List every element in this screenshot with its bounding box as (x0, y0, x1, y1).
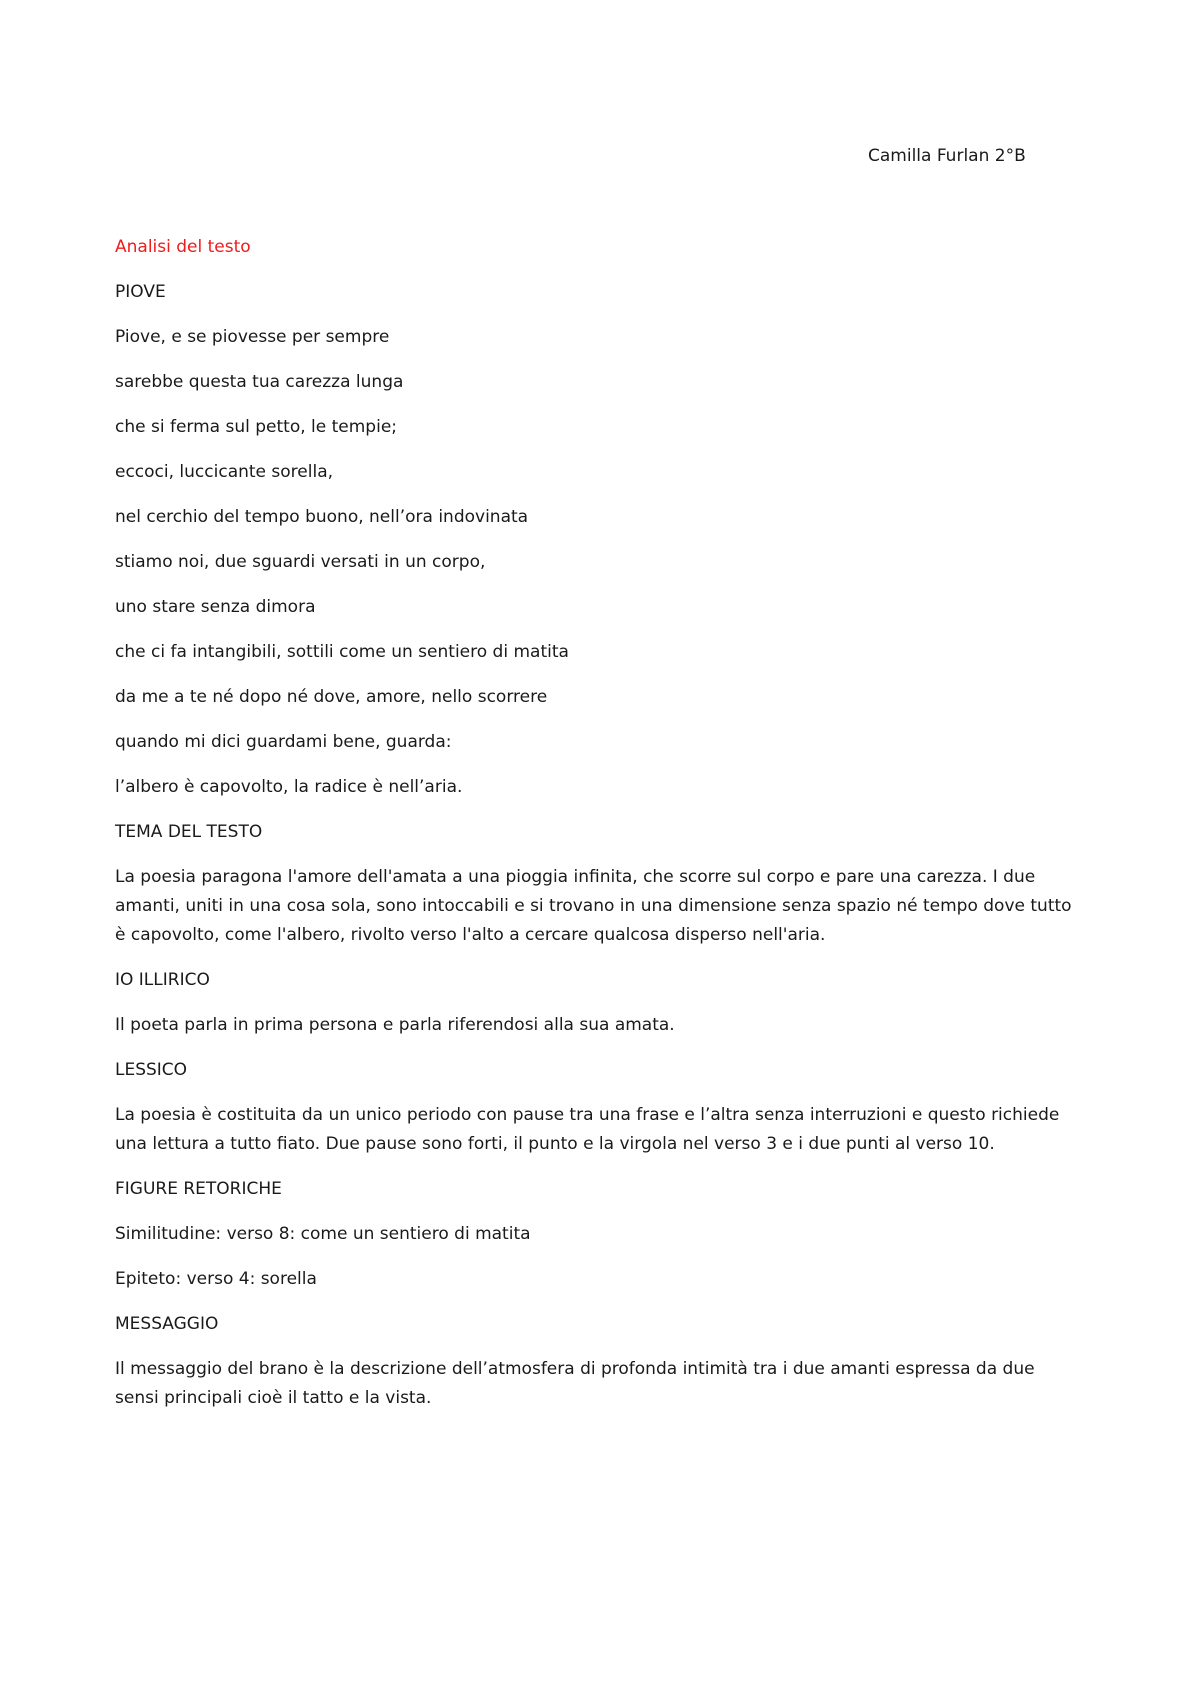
section-heading-figure: FIGURE RETORICHE (115, 1179, 282, 1199)
section-heading-io-lirico: IO ILLIRICO (115, 970, 210, 990)
section-heading-messaggio: MESSAGGIO (115, 1314, 219, 1334)
poem-lines (115, 323, 1080, 802)
poem-line: uno stare senza dimora (115, 597, 316, 617)
section-text-lessico: La poesia è costituita da un unico periodo con pause tra una frase e l’altra senza interruzioni e questo richiede una lettura a tutto fiato. Due pause sono forti, il punto e la virgola nel verso 3 e i due punti al verso 10. (115, 1105, 1060, 1154)
document-body (115, 233, 1080, 1429)
poem-line: Piove, e se piovesse per sempre (115, 327, 390, 347)
author-name: Camilla Furlan 2°B (868, 146, 1026, 166)
figure-epiteto: Epiteto: verso 4: sorella (115, 1269, 317, 1289)
poem-line: che si ferma sul petto, le tempie; (115, 417, 398, 437)
poem-line: stiamo noi, due sguardi versati in un corpo, (115, 552, 486, 572)
poem-line: eccoci, luccicante sorella, (115, 462, 334, 482)
figure-similitudine: Similitudine: verso 8: come un sentiero di matita (115, 1224, 531, 1244)
section-text-messaggio: Il messaggio del brano è la descrizione dell’atmosfera di profonda intimità tra i due amanti espressa da due sensi principali cioè il tatto e la vista. (115, 1359, 1035, 1408)
poem-line: quando mi dici guardami bene, guarda: (115, 732, 452, 752)
section-heading-tema: TEMA DEL TESTO (115, 822, 263, 842)
poem-line: l’albero è capovolto, la radice è nell’aria. (115, 777, 463, 797)
poem-line: sarebbe questa tua carezza lunga (115, 372, 404, 392)
poem-line: da me a te né dopo né dove, amore, nello scorrere (115, 687, 548, 707)
poem-line: che ci fa intangibili, sottili come un sentiero di matita (115, 642, 569, 662)
section-text-tema: La poesia paragona l'amore dell'amata a una pioggia infinita, che scorre sul corpo e pare una carezza. I due amanti, uniti in una cosa sola, sono intoccabili e si trovano in una dimensione senza spazio né tempo dove tutto è capovolto, come l'albero, rivolto verso l'alto a cercare qualcosa disperso nell'aria. (115, 867, 1072, 945)
section-text-io-lirico: Il poeta parla in prima persona e parla riferendosi alla sua amata. (115, 1015, 675, 1035)
section-heading-lessico: LESSICO (115, 1060, 188, 1080)
poem-line: nel cerchio del tempo buono, nell’ora indovinata (115, 507, 529, 527)
document-title: Analisi del testo (115, 237, 251, 257)
poem-heading: PIOVE (115, 282, 166, 302)
